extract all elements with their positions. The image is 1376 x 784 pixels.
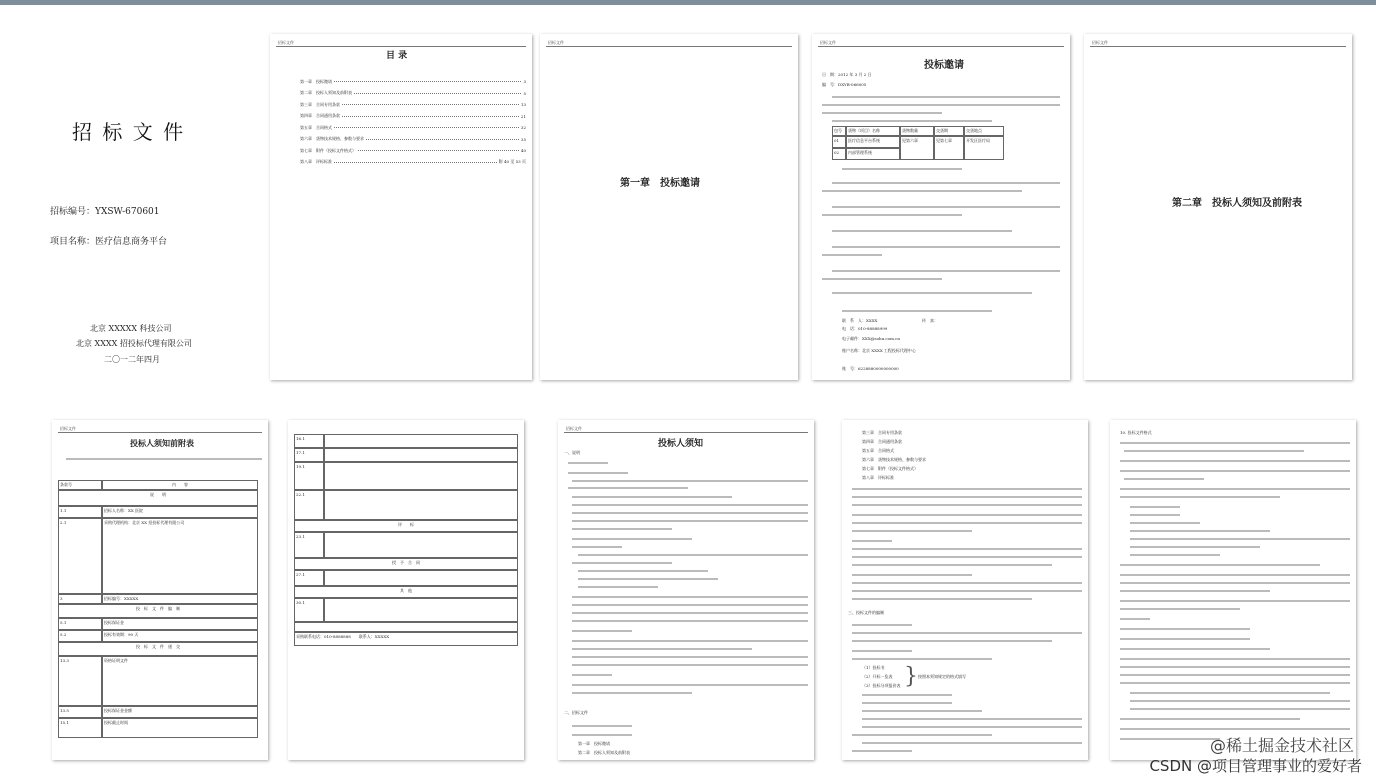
table-cell: 医疗信息平台系统 — [846, 136, 900, 148]
toc-item: 第六章 货物技术规格、参数与要求 35 — [300, 136, 526, 142]
text-line — [1120, 648, 1270, 650]
table-cell: 采购代理机构：北京 XX 招投标代理有限公司 — [102, 518, 258, 594]
text-line — [572, 538, 692, 540]
text-line — [862, 710, 982, 712]
text-line — [852, 640, 1052, 642]
bank-account-number: 账 号：6228880000000000 — [842, 366, 899, 371]
table-cell: 30.1 — [294, 598, 324, 622]
toc-title: 目 录 — [386, 51, 408, 61]
text-line — [1120, 728, 1350, 730]
text-line — [1120, 470, 1350, 472]
contact-phone: 电 话：010-88888999 — [842, 326, 888, 331]
table-cell — [324, 434, 518, 448]
text-line — [1120, 618, 1150, 620]
text-line — [832, 206, 1060, 208]
table-section-label: 投 标 文 件 递 交 — [58, 642, 258, 656]
text-line — [832, 230, 1012, 232]
instructions-title: 投标人须知 — [658, 439, 704, 449]
section-heading: 二、招标文件 — [564, 710, 588, 715]
chapter2-page — [1084, 34, 1352, 380]
text-line — [1120, 574, 1350, 576]
header-rule — [818, 46, 1064, 47]
page-header: 招标文件 — [566, 426, 582, 431]
text-line — [1120, 738, 1220, 740]
text-line — [852, 496, 1082, 498]
text-line — [1120, 600, 1350, 602]
text-line — [572, 692, 692, 694]
juejin-watermark: @稀土掘金技术社区 — [1209, 736, 1354, 755]
contact-name: 联 系 人：XXXX — [842, 318, 878, 323]
text-line — [862, 694, 952, 696]
table-cell: 投标截止时间 — [102, 718, 258, 738]
cover-company-2: 北京 XXXX 招投标代理有限公司 — [76, 339, 192, 348]
text-line — [852, 658, 992, 660]
contact-fax: 传 真： — [922, 318, 938, 323]
table-header: 货物（项目）名称 — [846, 126, 900, 136]
instructions-page — [558, 420, 814, 760]
instructions-continued-page-2 — [1110, 420, 1356, 760]
cover-bid-number: 招标编号：YXSW-670601 — [50, 207, 160, 217]
csdn-watermark: CSDN @项目管理事业的爱好者 — [1149, 757, 1362, 775]
text-line — [822, 112, 942, 114]
table-cell — [324, 462, 518, 490]
text-line — [1124, 478, 1204, 480]
table-cell: 15.1 — [58, 718, 102, 738]
text-line — [1120, 638, 1250, 640]
table-section-label: 说 明 — [58, 490, 258, 506]
text-line — [832, 246, 1060, 248]
text-line — [862, 726, 1082, 728]
table-cell: 投标保证金金额 — [102, 706, 258, 718]
chapter2-title: 第二章 投标人须知及前附表 — [1172, 198, 1302, 209]
list-item: （1）投标书 — [862, 665, 885, 670]
page-header: 招标文件 — [60, 426, 76, 431]
text-line — [568, 487, 688, 489]
chapter-item: 第五章 合同格式 — [862, 448, 894, 453]
text-line — [822, 190, 1022, 192]
table-section-label: 授 予 合 同 — [294, 558, 518, 570]
text-line — [572, 596, 808, 598]
chapter-item: 第六章 货物技术规格、参数与要求 — [862, 457, 926, 462]
text-line — [572, 725, 632, 727]
toc-item: 第二章 投标人须知及前附表 5 — [300, 90, 526, 96]
text-line — [568, 462, 608, 464]
text-line — [66, 458, 262, 460]
toc-item: 第七章 附件（投标文件格式） 40 — [300, 147, 526, 154]
table-cell: 招标人名称：XX 医院 — [102, 506, 258, 518]
text-line — [1120, 674, 1350, 676]
text-line — [832, 270, 1060, 272]
text-line — [1130, 530, 1270, 532]
table-header: 条款号 — [58, 480, 102, 490]
table-cell: 17.1 — [294, 448, 324, 462]
text-line — [852, 540, 892, 542]
table-cell: 27.1 — [294, 570, 324, 586]
text-line — [572, 656, 808, 658]
text-line — [572, 620, 808, 622]
table-section-label: 评 标 — [294, 520, 518, 532]
text-line — [572, 674, 612, 676]
table-header: 货物数量 — [900, 126, 934, 136]
text-line — [572, 480, 808, 482]
text-line — [822, 278, 942, 280]
toc-page — [270, 34, 532, 380]
text-line — [822, 214, 962, 216]
list-item: （2）开标一览表 — [862, 674, 893, 679]
table-cell: 13.5 — [58, 706, 102, 718]
text-line — [1120, 608, 1240, 610]
text-line — [572, 604, 808, 606]
text-line — [1120, 582, 1350, 584]
text-line — [578, 554, 808, 556]
toc-item: 第三章 合同专用条款 13 — [300, 101, 526, 108]
text-line — [572, 664, 808, 666]
section-heading: 10. 投标文件格式 — [1120, 430, 1152, 435]
text-line — [572, 630, 632, 632]
text-line — [572, 684, 808, 686]
text-line — [852, 564, 1052, 566]
table-cell: 23.1 — [294, 532, 324, 558]
text-line — [1130, 554, 1220, 556]
text-line — [1130, 700, 1350, 702]
cover-project-name: 项目名称：医疗信息商务平台 — [50, 237, 168, 247]
text-line — [852, 504, 1082, 506]
appendix-continued-page — [288, 420, 524, 760]
text-line — [1120, 590, 1270, 592]
text-line — [572, 562, 672, 564]
page-header: 招标文件 — [1092, 40, 1108, 45]
text-line — [572, 640, 808, 642]
text-line — [1130, 708, 1350, 710]
toc-item: 第四章 合同通用条款 21 — [300, 113, 526, 119]
table-cell: 开发区医疗局 — [964, 136, 1004, 160]
text-line — [822, 254, 882, 256]
cover-title: 招 标 文 件 — [72, 120, 186, 144]
text-line — [852, 488, 1082, 490]
text-line — [832, 120, 992, 122]
text-line — [1130, 506, 1180, 508]
chapter-item: 第四章 合同通用条款 — [862, 439, 902, 444]
text-line — [822, 104, 1060, 106]
appendix-page — [52, 420, 268, 760]
cover-company-1: 北京 XXXXX 科技公司 — [90, 324, 172, 333]
table-header: 内 容 — [102, 480, 258, 490]
text-line — [852, 582, 1082, 584]
text-line — [1120, 442, 1350, 444]
table-cell: 13.3 — [58, 656, 102, 706]
text-line — [842, 168, 962, 170]
table-cell: 5.2 — [58, 630, 102, 642]
text-line — [862, 742, 1082, 744]
table-cell: 投标保证金 — [102, 618, 258, 630]
table-cell: 见第七章 — [934, 136, 964, 160]
header-rule — [564, 432, 808, 433]
instructions-continued-page — [842, 420, 1088, 760]
table-cell: 01 — [832, 136, 846, 148]
text-line — [842, 310, 992, 312]
text-line — [852, 734, 992, 736]
table-header: 包号 — [832, 126, 846, 136]
table-section-label: 投 标 文 件 编 制 — [58, 604, 258, 618]
table-cell: 内部管理系统 — [846, 148, 900, 160]
contact-email: 电子邮件：XXX@sohu.com.cn — [842, 336, 900, 341]
chapter-item: 第二章 投标人须知及前附表 — [578, 750, 630, 755]
table-cell — [324, 570, 518, 586]
table-cell — [324, 490, 518, 520]
text-line — [852, 598, 1032, 600]
text-line — [862, 702, 952, 704]
table-cell: 19.1 — [294, 462, 324, 490]
text-line — [572, 496, 732, 498]
toc-item: 第一章 投标邀请 3 — [300, 78, 526, 85]
table-cell: 招标编号：XXXXX — [102, 594, 258, 604]
text-line — [852, 530, 972, 532]
table-cell: 5.1 — [58, 618, 102, 630]
text-line — [1120, 628, 1250, 630]
text-line — [1120, 666, 1350, 668]
text-line — [572, 520, 808, 522]
text-line — [852, 522, 1082, 524]
text-line — [1130, 546, 1260, 548]
text-line — [1120, 488, 1350, 490]
table-cell: 采购联系电话：010-8888888 联系人：XXXXX — [294, 632, 518, 646]
table-cell: 3 — [58, 594, 102, 604]
page-header: 招标文件 — [548, 40, 564, 45]
text-line — [572, 648, 752, 650]
text-line — [852, 590, 1082, 592]
toc-list — [300, 76, 526, 168]
text-line — [578, 578, 718, 580]
appendix-title: 投标人须知前附表 — [130, 438, 194, 448]
text-line — [1130, 514, 1180, 516]
toc-item: 第五章 合同格式 32 — [300, 124, 526, 131]
table-cell — [324, 448, 518, 462]
text-line — [1120, 682, 1350, 684]
header-rule — [546, 46, 792, 47]
text-line — [1130, 522, 1200, 524]
text-line — [1130, 692, 1330, 694]
invitation-title: 投标邀请 — [924, 60, 964, 71]
text-line — [852, 548, 1082, 550]
text-line — [852, 750, 912, 752]
text-line — [832, 96, 1060, 98]
text-line — [832, 292, 1032, 294]
invitation-date: 日 期：2012 年 3 月 2 日 — [822, 72, 872, 77]
section-heading: 一、说明 — [564, 450, 580, 455]
chapter-item: 第八章 评标标准 — [862, 475, 894, 480]
brace-note: 按照本须知规定的格式填写 — [918, 674, 966, 679]
table-section-label — [294, 622, 518, 632]
header-rule — [58, 432, 262, 433]
table-cell: 2.1 — [58, 518, 102, 594]
text-line — [572, 612, 808, 614]
bracket-icon: } — [904, 664, 918, 689]
text-line — [572, 512, 808, 514]
chapter1-title: 第一章 投标邀请 — [620, 178, 700, 189]
text-line — [852, 650, 912, 652]
text-line — [852, 574, 972, 576]
text-line — [578, 586, 658, 588]
chapter-item: 第一章 投标邀请 — [578, 741, 610, 746]
table-cell: 22.1 — [294, 490, 324, 520]
text-line — [572, 504, 808, 506]
text-line — [832, 182, 1060, 184]
table-cell: 资格证明文件 — [102, 656, 258, 706]
cover-page — [20, 30, 270, 380]
header-rule — [1090, 46, 1346, 47]
text-line — [1120, 718, 1300, 720]
table-cell: 1.1 — [58, 506, 102, 518]
text-line — [572, 734, 632, 736]
section-heading: 三、投标文件的编制 — [848, 610, 884, 615]
table-cell — [324, 532, 518, 558]
table-cell — [324, 598, 518, 622]
page-header: 招标文件 — [820, 40, 836, 45]
table-cell: 见第六章 — [900, 136, 934, 160]
list-item: （3）投标分项报价表 — [862, 683, 901, 688]
top-bar — [0, 0, 1376, 5]
bank-account-name: 账户名称：北京 XXXX 工程投标代理中心 — [842, 348, 916, 353]
text-line — [1120, 460, 1350, 462]
table-cell: 16.1 — [294, 434, 324, 448]
text-line — [862, 718, 1082, 720]
table-header: 交货期 — [934, 126, 964, 136]
toc-item: 第八章 评标标准 附 40 至 53 页 — [300, 159, 526, 165]
text-line — [852, 632, 1082, 634]
chapter-item: 第三章 合同专用条款 — [862, 430, 902, 435]
table-header: 交货地点 — [964, 126, 1004, 136]
header-rule — [276, 46, 526, 47]
text-line — [568, 472, 628, 474]
text-line — [572, 528, 672, 530]
text-line — [1120, 496, 1280, 498]
page-header: 招标文件 — [278, 40, 294, 45]
table-section-label: 其 他 — [294, 586, 518, 598]
invitation-page — [812, 34, 1070, 380]
text-line — [1130, 538, 1350, 540]
text-line — [1124, 450, 1304, 452]
table-cell: 02 — [832, 148, 846, 160]
chapter-item: 第七章 附件（投标文件格式） — [862, 466, 918, 471]
text-line — [852, 556, 1082, 558]
invitation-number: 编 号：DXYB-066005 — [822, 82, 867, 87]
text-line — [1120, 658, 1350, 660]
table-cell: 投标有效期：90 天 — [102, 630, 258, 642]
text-line — [852, 514, 1082, 516]
cover-date: 二〇一二年四月 — [104, 355, 160, 364]
text-line — [852, 624, 912, 626]
chapter1-page — [540, 34, 798, 380]
text-line — [578, 570, 708, 572]
text-line — [572, 546, 622, 548]
text-line — [1120, 564, 1320, 566]
